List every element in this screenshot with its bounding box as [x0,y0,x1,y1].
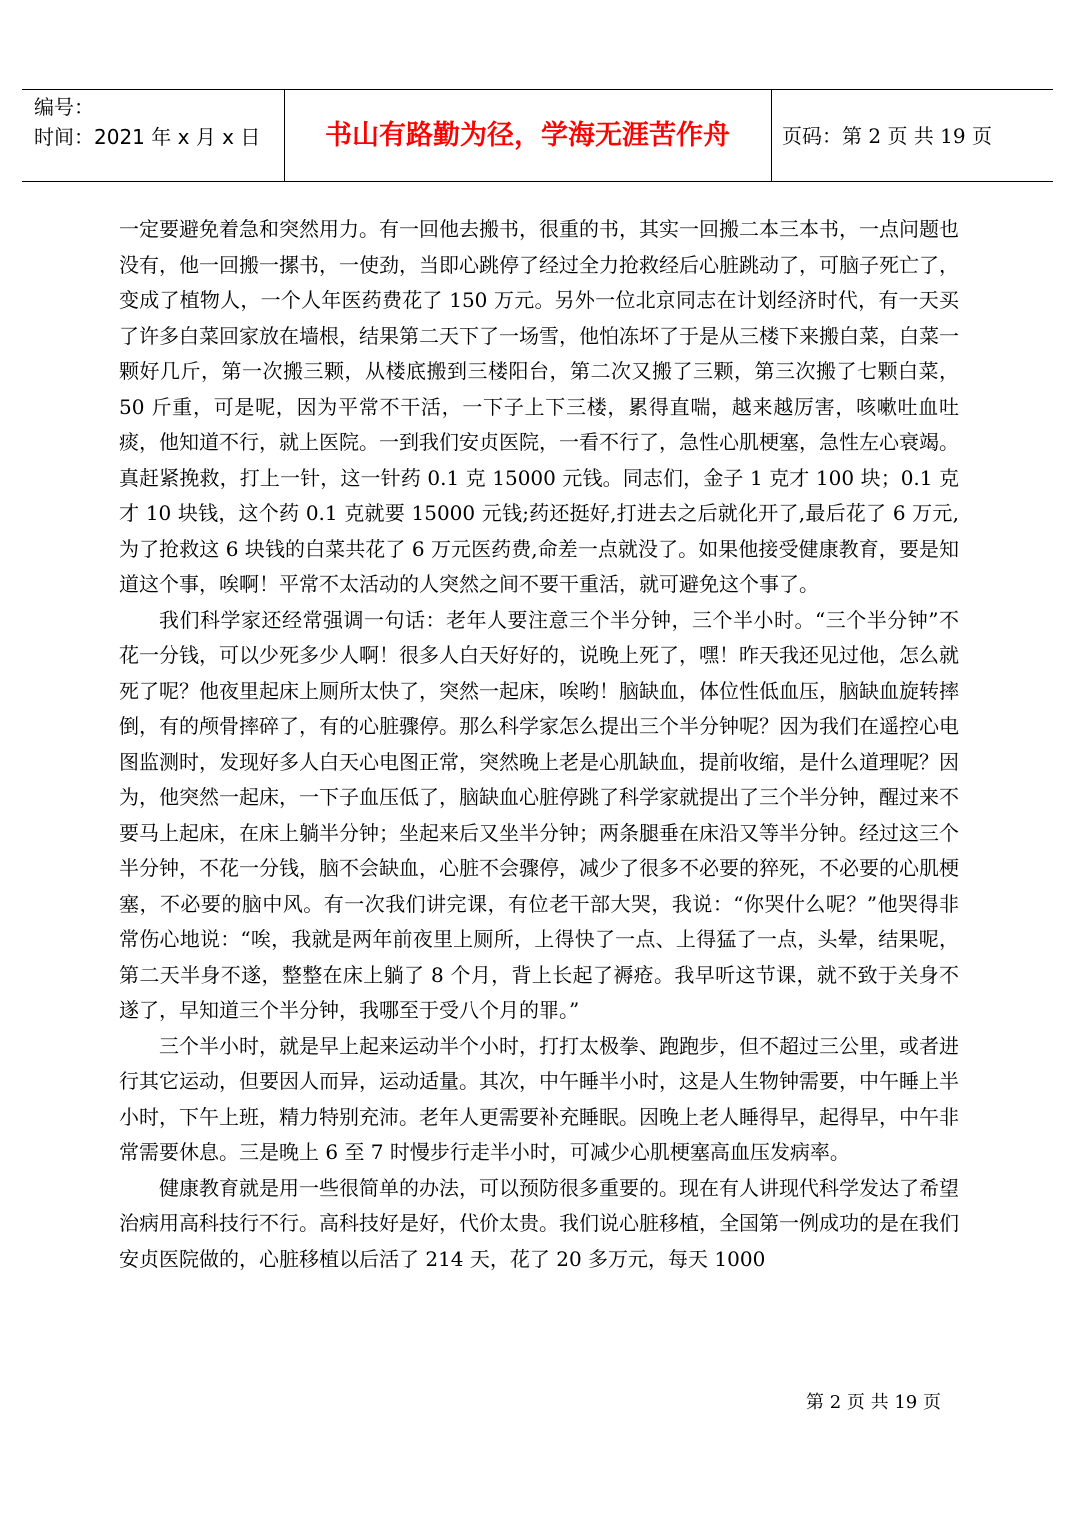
page-footer: 第 2 页 共 19 页 [806,1392,941,1413]
page-header [22,89,1053,182]
body-paragraph: 三个半小时，就是早上起来运动半个小时，打打太极拳、跑跑步，但不超过三公里，或者进行其它运动，但要因人而异，运动适量。其次，中午睡半小时，这是人生物钟需要，中午睡上半小时，下午上班，精力特别充沛。老年人更需要补充睡眠。因晚上老人睡得早，起得早，中午非常需要休息。三是晚上 6 至 7 时慢步行走半小时，可减少心肌梗塞高血压发病率。 [119,1033,959,1164]
body-paragraph: 健康教育就是用一些很简单的办法，可以预防很多重要的。现在有人讲现代科学发达了希望治病用高科技行不行。高科技好是好，代价太贵。我们说心脏移植，全国第一例成功的是在我们安贞医院做的，心脏移植以后活了 214 天，花了 20 多万元，每天 1000 [119,1175,959,1271]
document-body [119,212,959,1277]
header-divider-right [771,90,772,182]
document-time-label: 时间：2021 年 x 月 x 日 [34,125,261,149]
body-paragraph: 一定要避免着急和突然用力。有一回他去搬书，很重的书，其实一回搬二本三本书，一点问题也没有，他一回搬一摞书，一使劲，当即心跳停了经过全力抢救经后心脏跳动了，可脑子死亡了，变成了植物人，一个人年医药费花了 150 万元。另外一位北京同志在计划经济时代，有一天买了许多白菜回家放在墙根，结果第二天下了一场雪，他怕冻坏了于是从三楼下来搬白菜，白菜一颗好几斤，第一次搬三颗，从楼底搬到三楼阳台，第二次又搬了三颗，第三次搬了七颗白菜，50 斤重，可是呢，因为平常不干活，一下子上下三楼，累得直喘，越来越厉害，咳嗽吐血吐痰，他知道不行，就上医院。一到我们安贞医院，一看不行了，急性心肌梗塞，急性左心衰竭。真赶紧挽救，打上一针，这一针药 0.1 克 15000 元钱。同志们，金子 1 克才 100 块；0.1 克才 10 块钱，这个药 0.1 克就要 15000 元钱;药还挺好,打进去之后就化开了,最后花了 6 万元,为了抢救这 6 块钱的白菜共花了 6 万元医药费,命差一点就没了。如果他接受健康教育，要是知道这个事，唉啊！平常不太活动的人突然之间不要干重活，就可避免这个事了。 [119,217,959,596]
header-page-number: 页码：第 2 页 共 19 页 [782,124,992,148]
body-paragraph: 我们科学家还经常强调一句话：老年人要注意三个半分钟，三个半小时。“三个半分钟”不花一分钱，可以少死多少人啊！很多人白天好好的，说晚上死了，嘿！昨天我还见过他，怎么就死了呢？他夜里起床上厕所太快了，突然一起床，唉哟！脑缺血，体位性低血压，脑缺血旋转摔倒，有的颅骨摔碎了，有的心脏骤停。那么科学家怎么提出三个半分钟呢？因为我们在遥控心电图监测时，发现好多人白天心电图正常，突然晚上老是心肌缺血，提前收缩，是什么道理呢？因为，他突然一起床，一下子血压低了，脑缺血心脏停跳了科学家就提出了三个半分钟，醒过来不要马上起床，在床上躺半分钟；坐起来后又坐半分钟；两条腿垂在床沿又等半分钟。经过这三个半分钟，不花一分钱，脑不会缺血，心脏不会骤停，减少了很多不必要的猝死，不必要的心肌梗塞，不必要的脑中风。有一次我们讲完课，有位老干部大哭，我说：“你哭什么呢？”他哭得非常伤心地说：“唉，我就是两年前夜里上厕所，上得快了一点、上得猛了一点，头晕，结果呢，第二天半身不遂，整整在床上躺了 8 个月，背上长起了褥疮。我早听这节课，就不致于关身不遂了，早知道三个半分钟，我哪至于受八个月的罪。” [119,607,959,1022]
header-meta [34,92,284,152]
header-motto: 书山有路勤为径，学海无涯苦作舟 [325,120,730,151]
document-number-label: 编号： [34,95,94,119]
